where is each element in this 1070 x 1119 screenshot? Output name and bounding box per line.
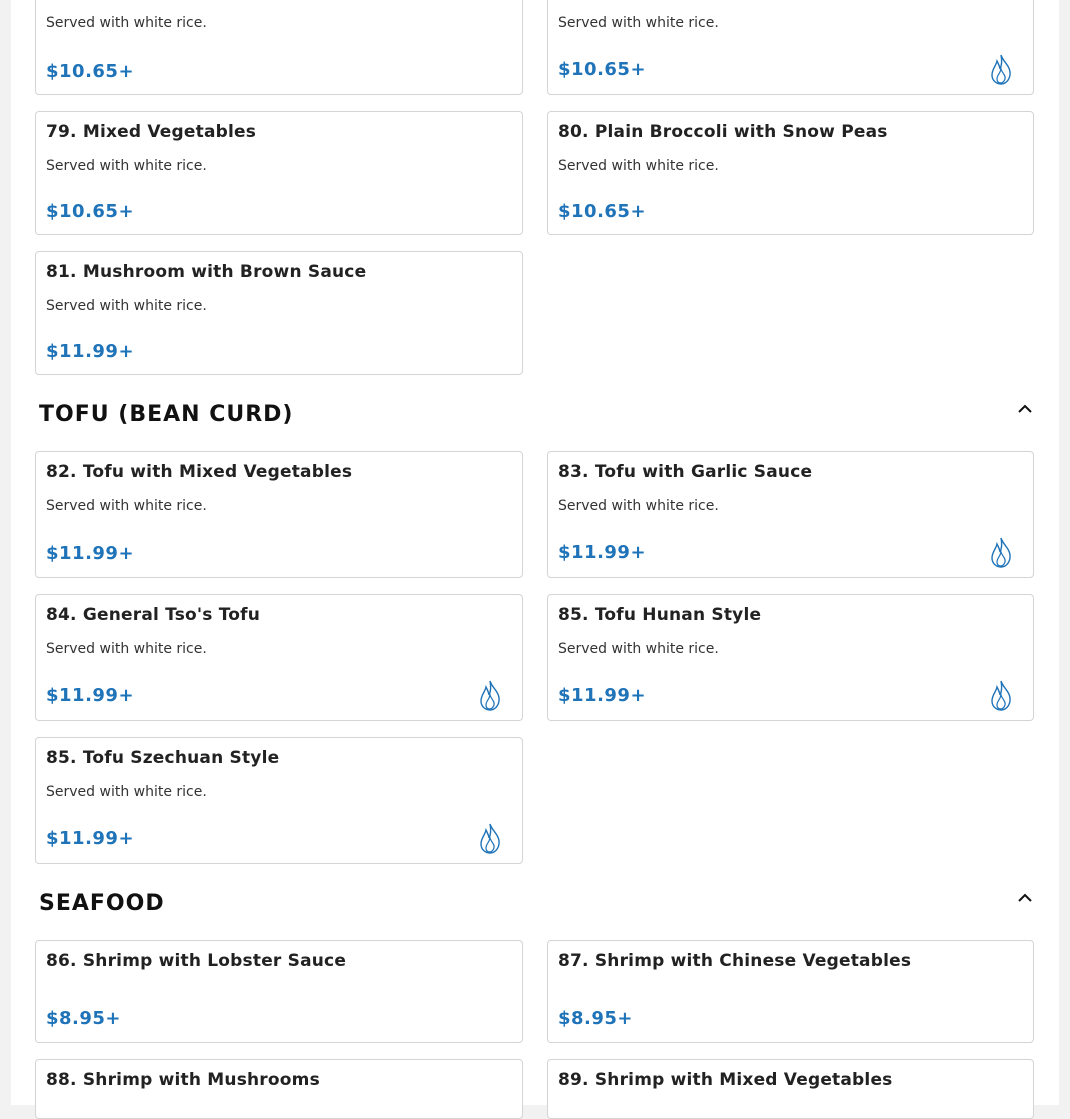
menu-item-card[interactable] [547,1059,1034,1119]
spicy-flame-icon [988,679,1014,711]
item-description: Served with white rice. [558,641,719,657]
item-price: $10.65+ [46,61,135,82]
item-name: 87. Shrimp with Chinese Vegetables [558,951,912,971]
item-name: 81. Mushroom with Brown Sauce [46,262,367,282]
item-name: 85. Tofu Hunan Style [558,605,762,625]
menu-item-card[interactable] [35,111,523,235]
item-description: Served with white rice. [558,15,719,31]
spicy-flame-icon [477,679,503,711]
menu-item-card[interactable] [35,940,523,1043]
item-name: 86. Shrimp with Lobster Sauce [46,951,347,971]
section-title-tofu: TOFU (BEAN CURD) [39,402,294,427]
menu-item-card[interactable] [547,940,1034,1043]
item-price: $10.65+ [46,201,135,222]
menu-item-card[interactable] [35,1059,523,1119]
item-price: $8.95+ [46,1008,122,1029]
item-description: Served with white rice. [46,641,207,657]
item-name: 88. Shrimp with Mushrooms [46,1070,320,1090]
item-price: $11.99+ [46,543,135,564]
menu-item-card[interactable] [35,451,523,578]
item-description: Served with white rice. [46,298,207,314]
section-title-seafood: SEAFOOD [39,891,165,916]
menu-item-card[interactable] [547,0,1034,95]
item-description: Served with white rice. [558,158,719,174]
item-name: 80. Plain Broccoli with Snow Peas [558,122,888,142]
menu-item-card[interactable] [35,0,523,95]
item-name: 85. Tofu Szechuan Style [46,748,280,768]
item-description: Served with white rice. [46,158,207,174]
item-description: Served with white rice. [46,498,207,514]
item-price: $8.95+ [558,1008,634,1029]
menu-item-card[interactable] [547,594,1034,721]
item-price: $11.99+ [558,685,647,706]
item-price: $10.65+ [558,59,647,80]
menu-item-card[interactable] [547,111,1034,235]
item-price: $11.99+ [46,685,135,706]
item-price: $11.99+ [46,828,135,849]
item-name: 84. General Tso's Tofu [46,605,261,625]
item-price: $11.99+ [46,341,135,362]
item-name: 89. Shrimp with Mixed Vegetables [558,1070,893,1090]
item-description: Served with white rice. [46,784,207,800]
item-price: $10.65+ [558,201,647,222]
item-name: 82. Tofu with Mixed Vegetables [46,462,353,482]
item-price: $11.99+ [558,542,647,563]
item-name: 83. Tofu with Garlic Sauce [558,462,813,482]
chevron-up-icon[interactable] [1016,403,1034,415]
spicy-flame-icon [988,53,1014,85]
item-description: Served with white rice. [46,15,207,31]
spicy-flame-icon [988,536,1014,568]
spicy-flame-icon [477,822,503,854]
menu-item-card[interactable] [35,594,523,721]
item-name: 79. Mixed Vegetables [46,122,257,142]
item-description: Served with white rice. [558,498,719,514]
menu-item-card[interactable] [547,451,1034,578]
chevron-up-icon[interactable] [1016,892,1034,904]
menu-item-card[interactable] [35,737,523,864]
menu-item-card[interactable] [35,251,523,375]
